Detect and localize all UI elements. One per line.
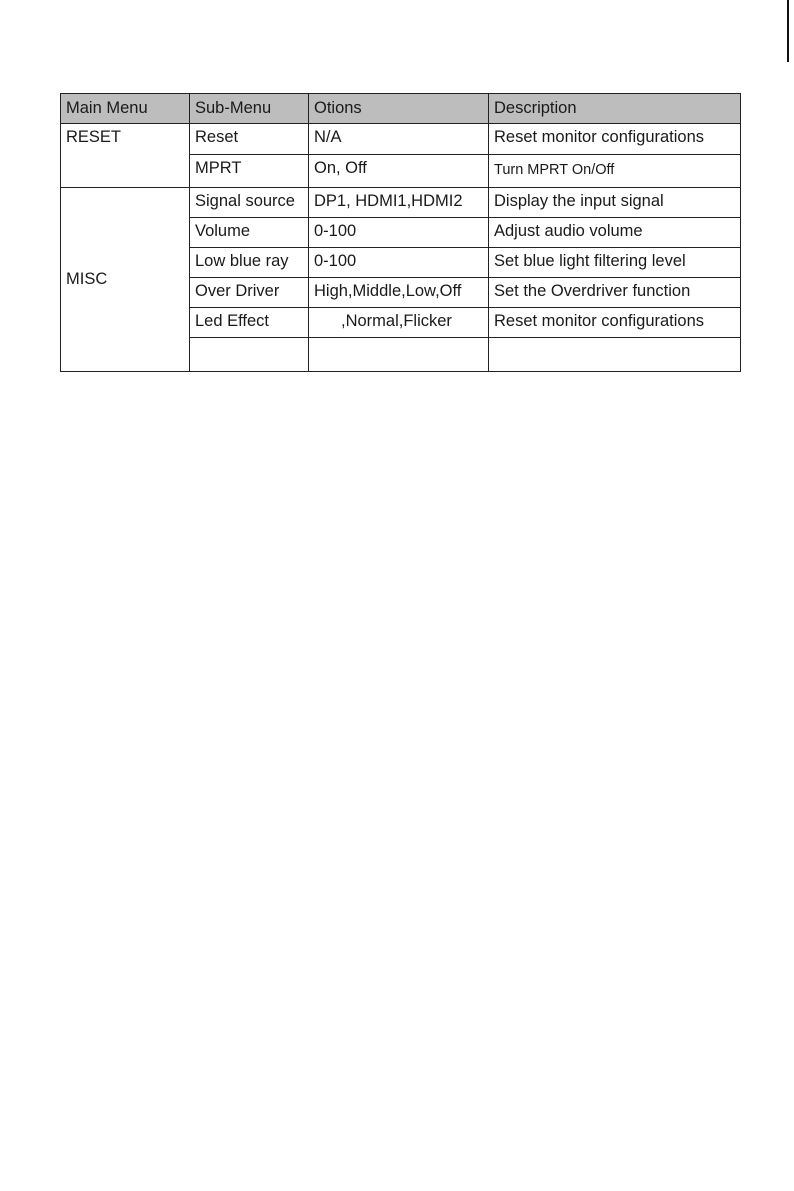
description-cell: Reset monitor configurations <box>489 124 741 155</box>
table-header-row <box>61 94 741 124</box>
sub-menu-cell: Low blue ray <box>190 248 309 278</box>
description-cell: Set the Overdriver function <box>489 278 741 308</box>
sub-menu-cell: Over Driver <box>190 278 309 308</box>
options-cell: DP1, HDMI1,HDMI2 <box>309 188 489 218</box>
sub-menu-cell: Led Effect <box>190 308 309 338</box>
header-description: Description <box>489 94 741 124</box>
menu-options-table <box>60 93 741 372</box>
header-main-menu: Main Menu <box>61 94 190 124</box>
options-cell: High,Middle,Low,Off <box>309 278 489 308</box>
main-menu-reset: RESET <box>61 124 190 188</box>
header-sub-menu: Sub-Menu <box>190 94 309 124</box>
options-cell <box>309 338 489 372</box>
options-cell: N/A <box>309 124 489 155</box>
sub-menu-cell: Reset <box>190 124 309 155</box>
table-row <box>61 124 741 155</box>
page-edge-line <box>787 0 789 62</box>
description-cell: Adjust audio volume <box>489 218 741 248</box>
main-menu-misc: MISC <box>61 188 190 372</box>
description-cell <box>489 338 741 372</box>
sub-menu-cell: Volume <box>190 218 309 248</box>
header-options: Otions <box>309 94 489 124</box>
sub-menu-cell <box>190 338 309 372</box>
sub-menu-cell: MPRT <box>190 155 309 188</box>
description-cell: Set blue light filtering level <box>489 248 741 278</box>
options-cell: On, Off <box>309 155 489 188</box>
description-cell: Display the input signal <box>489 188 741 218</box>
sub-menu-cell: Signal source <box>190 188 309 218</box>
description-cell: Turn MPRT On/Off <box>489 155 741 188</box>
options-cell: 0-100 <box>309 248 489 278</box>
table-row <box>61 188 741 218</box>
options-cell: ,Normal,Flicker <box>309 308 489 338</box>
description-cell: Reset monitor configurations <box>489 308 741 338</box>
options-cell: 0-100 <box>309 218 489 248</box>
